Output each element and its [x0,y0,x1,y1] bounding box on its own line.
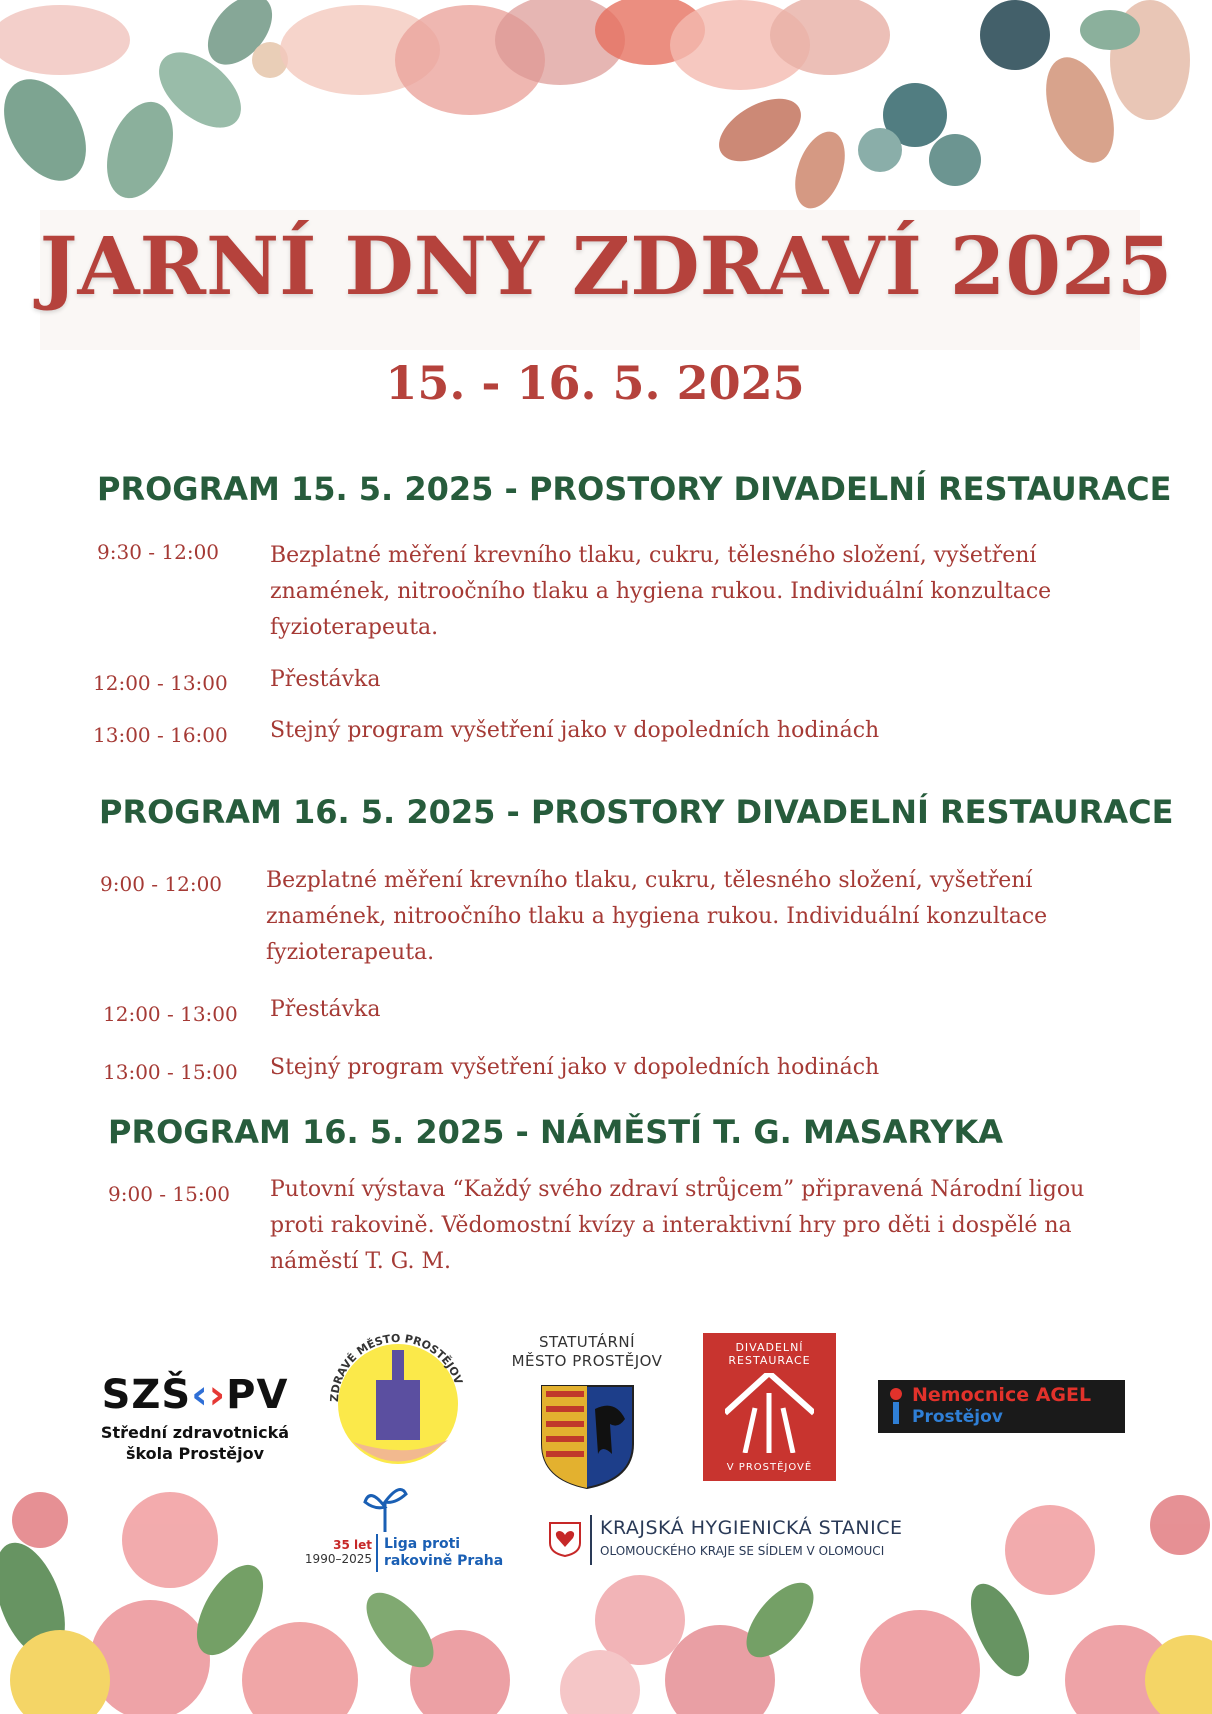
liga-name-2: rakovině Praha [384,1553,504,1569]
liga-name-1: Liga proti [384,1536,461,1552]
floral-top-decoration [0,0,1212,230]
statutarni-line1: STATUTÁRNÍ [538,1333,636,1351]
program-heading-2: PROGRAM 16. 5. 2025 - PROSTORY DIVADELNÍ RESTAURACE [99,793,1174,831]
agel-line1: Nemocnice AGEL [912,1384,1092,1406]
divadelni-line2: RESTAURACE [728,1354,811,1367]
prostejov-coat-of-arms [540,1384,635,1490]
program-1-text-2: Přestávka [270,667,381,692]
divadelni-line3: V PROSTĚJOVĚ [726,1462,813,1473]
liga-plant-icon [360,1482,410,1532]
program-heading-3: PROGRAM 16. 5. 2025 - NÁMĚSTÍ T. G. MASARYKA [108,1113,1004,1151]
program-3-text-1: Putovní výstava “Každý svého zdraví strůjcem” připravená Národní ligou proti rakovině. Vědomostní kvízy a interaktivní hry pro děti i dospělé na náměstí T. G. M. [270,1177,1085,1274]
program-2-text-3: Stejný program vyšetření jako v dopoledních hodinách [270,1055,880,1080]
program-1-text-3: Stejný program vyšetření jako v dopoledních hodinách [270,718,880,743]
agel-figure-icon [886,1386,906,1426]
program-2-time-1: 9:00 - 12:00 [100,872,223,896]
nemocnice-agel-logo [878,1380,1125,1433]
liga-years-range: 1990–2025 [304,1552,372,1566]
szs-mark-right: PV [226,1372,289,1418]
szs-line2: škola Prostějov [125,1444,265,1463]
khs-line2: OLOMOUCKÉHO KRAJE SE SÍDLEM V OLOMOUCI [600,1544,885,1558]
program-heading-1: PROGRAM 15. 5. 2025 - PROSTORY DIVADELNÍ RESTAURACE [97,470,1172,508]
program-2-text-2: Přestávka [270,997,381,1022]
szs-logo: SZŠ‹›PV Střední zdravotnická škola Prostějov [90,1372,300,1464]
program-2-time-2: 12:00 - 13:00 [103,1002,238,1026]
agel-line2: Prostějov [912,1407,1003,1427]
page-title: JARNÍ DNY ZDRAVÍ 2025 [39,219,1173,313]
szs-line1: Střední zdravotnická [100,1423,290,1442]
event-date: 15. - 16. 5. 2025 [385,356,805,410]
statutarni-line2: MĚSTO PROSTĚJOV [511,1352,663,1370]
khs-line1: KRAJSKÁ HYGIENICKÁ STANICE [600,1517,903,1539]
program-1-text-1: Bezplatné měření krevního tlaku, cukru, tělesného složení, vyšetření znamének, nitroočního tlaku a hygiena rukou. Individuální konzultace fyzioterapeuta. [270,543,1052,640]
program-1-time-1: 9:30 - 12:00 [97,540,220,564]
program-1-time-3: 13:00 - 16:00 [93,723,228,747]
khs-logo [548,1515,938,1565]
liga-years-top: 35 let [333,1538,372,1552]
divadelni-restaurace-logo [703,1333,836,1481]
zdrave-mesto-text: ZDRAVÉ MĚSTO PROSTĚJOV [327,1331,466,1403]
program-3-time-1: 9:00 - 15:00 [108,1182,231,1206]
divadelni-line1: DIVADELNÍ [735,1341,804,1354]
program-2-text-1: Bezplatné měření krevního tlaku, cukru, tělesného složení, vyšetření znamének, nitroočního tlaku a hygiena rukou. Individuální konzultace fyzioterapeuta. [266,868,1048,965]
program-2-time-3: 13:00 - 15:00 [103,1060,238,1084]
theater-building-icon [725,1373,814,1453]
zdrave-mesto-logo [318,1322,478,1482]
program-1-time-2: 12:00 - 13:00 [93,671,228,695]
khs-heart-icon [548,1521,582,1557]
statutarni-mesto-title [502,1333,672,1371]
szs-mark-left: SZŠ [101,1372,192,1418]
